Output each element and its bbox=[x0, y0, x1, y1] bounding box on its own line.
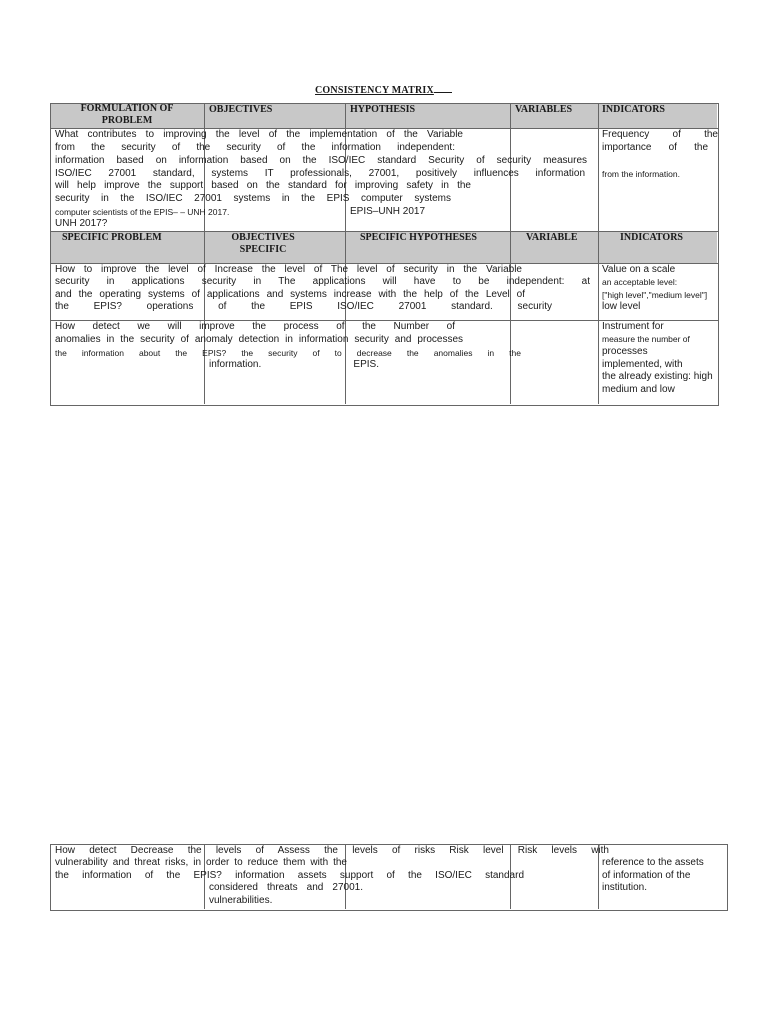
row1-line: ISO/IEC 27001 standard, systems IT professionals, 27001, positively influences information bbox=[55, 168, 585, 179]
header-variable: VARIABLE bbox=[526, 232, 578, 243]
row3-indicator: the already existing: high bbox=[602, 371, 713, 382]
row4-line: the information of the EPIS? information assets support of the ISO/IEC standard bbox=[55, 870, 524, 881]
row3-line: How detect we will improve the process of the Number of bbox=[55, 321, 455, 332]
row1-line: UNH 2017? bbox=[55, 218, 108, 229]
row1-line: computer scientists of the EPIS– – UNH 2017. bbox=[55, 207, 230, 217]
header-hypothesis: HYPOTHESIS bbox=[350, 104, 416, 115]
header-formulation-of-problem: FORMULATION OF PROBLEM bbox=[80, 103, 174, 126]
row1-line: security in the ISO/IEC 27001 systems in the EPIS computer systems bbox=[55, 193, 451, 204]
row2-indicator: Value on a scale bbox=[602, 264, 676, 275]
row1-hypothesis-epis: EPIS–UNH 2017 bbox=[350, 206, 426, 217]
header-specific-hypotheses: SPECIFIC HYPOTHESES bbox=[360, 232, 477, 243]
row1-line: will help improve the support based on the standard for improving safety in the bbox=[55, 180, 471, 191]
header-indicators-specific: INDICATORS bbox=[620, 232, 683, 243]
header-specific-problem: SPECIFIC PROBLEM bbox=[62, 232, 162, 243]
row2-line: and the operating systems of applications and systems increase with the help of the Level of bbox=[55, 289, 525, 300]
row2-line: How to improve the level of Increase the level of The level of security in the Variable bbox=[55, 264, 522, 275]
row2-indicator: ["high level","medium level"] bbox=[602, 290, 708, 300]
row1-line: What contributes to improving the level of the implementation of the Variable bbox=[55, 129, 463, 140]
row3-line: the information about the EPIS? the security of to decrease the anomalies in the bbox=[55, 348, 521, 358]
row1-line: information based on information based on the ISO/IEC standard Security of security measures bbox=[55, 155, 587, 166]
row1-line: from the security of the security of the information independent: bbox=[55, 142, 455, 153]
row2-indicator: an acceptable level: bbox=[602, 277, 678, 287]
row3-indicator: processes bbox=[602, 346, 648, 357]
row4-line: considered threats and 27001. bbox=[209, 882, 363, 893]
header-objectives-specific: OBJECTIVES SPECIFIC bbox=[231, 232, 295, 255]
row3-indicator: implemented, with bbox=[602, 359, 683, 370]
header-indicators: INDICATORS bbox=[602, 104, 665, 115]
row3-indicator: medium and low bbox=[602, 384, 675, 395]
page-title: CONSISTENCY MATRIX bbox=[315, 83, 452, 96]
row3-line: information. EPIS. bbox=[209, 359, 379, 370]
row4-indicator: reference to the assets bbox=[602, 857, 704, 868]
row4-indicator: institution. bbox=[602, 882, 648, 893]
row3-line: anomalies in the security of anomaly detection in information security and processes bbox=[55, 334, 463, 345]
row3-indicator: Instrument for bbox=[602, 321, 664, 332]
header-variables: VARIABLES bbox=[515, 104, 573, 115]
row2-line: the EPIS? operations of the EPIS ISO/IEC 27001 standard. security bbox=[55, 301, 552, 312]
header-objectives: OBJECTIVES bbox=[209, 104, 273, 115]
row3-indicator: measure the number of bbox=[602, 334, 690, 344]
row1-indicator: from the information. bbox=[602, 169, 680, 179]
row4-line: vulnerability and threat risks, in order to reduce them with the bbox=[55, 857, 347, 868]
row2-line: security in applications security in The applications will have to be independent: at bbox=[55, 276, 590, 287]
row1-indicator: importance of the bbox=[602, 142, 708, 153]
row1-indicator: Frequency of the bbox=[602, 129, 718, 140]
row4-line: vulnerabilities. bbox=[209, 895, 273, 906]
row2-indicator: low level bbox=[602, 301, 641, 312]
row4-line: How detect Decrease the levels of Assess the levels of risks Risk level Risk levels with bbox=[55, 845, 609, 856]
row4-indicator: of information of the bbox=[602, 870, 691, 881]
